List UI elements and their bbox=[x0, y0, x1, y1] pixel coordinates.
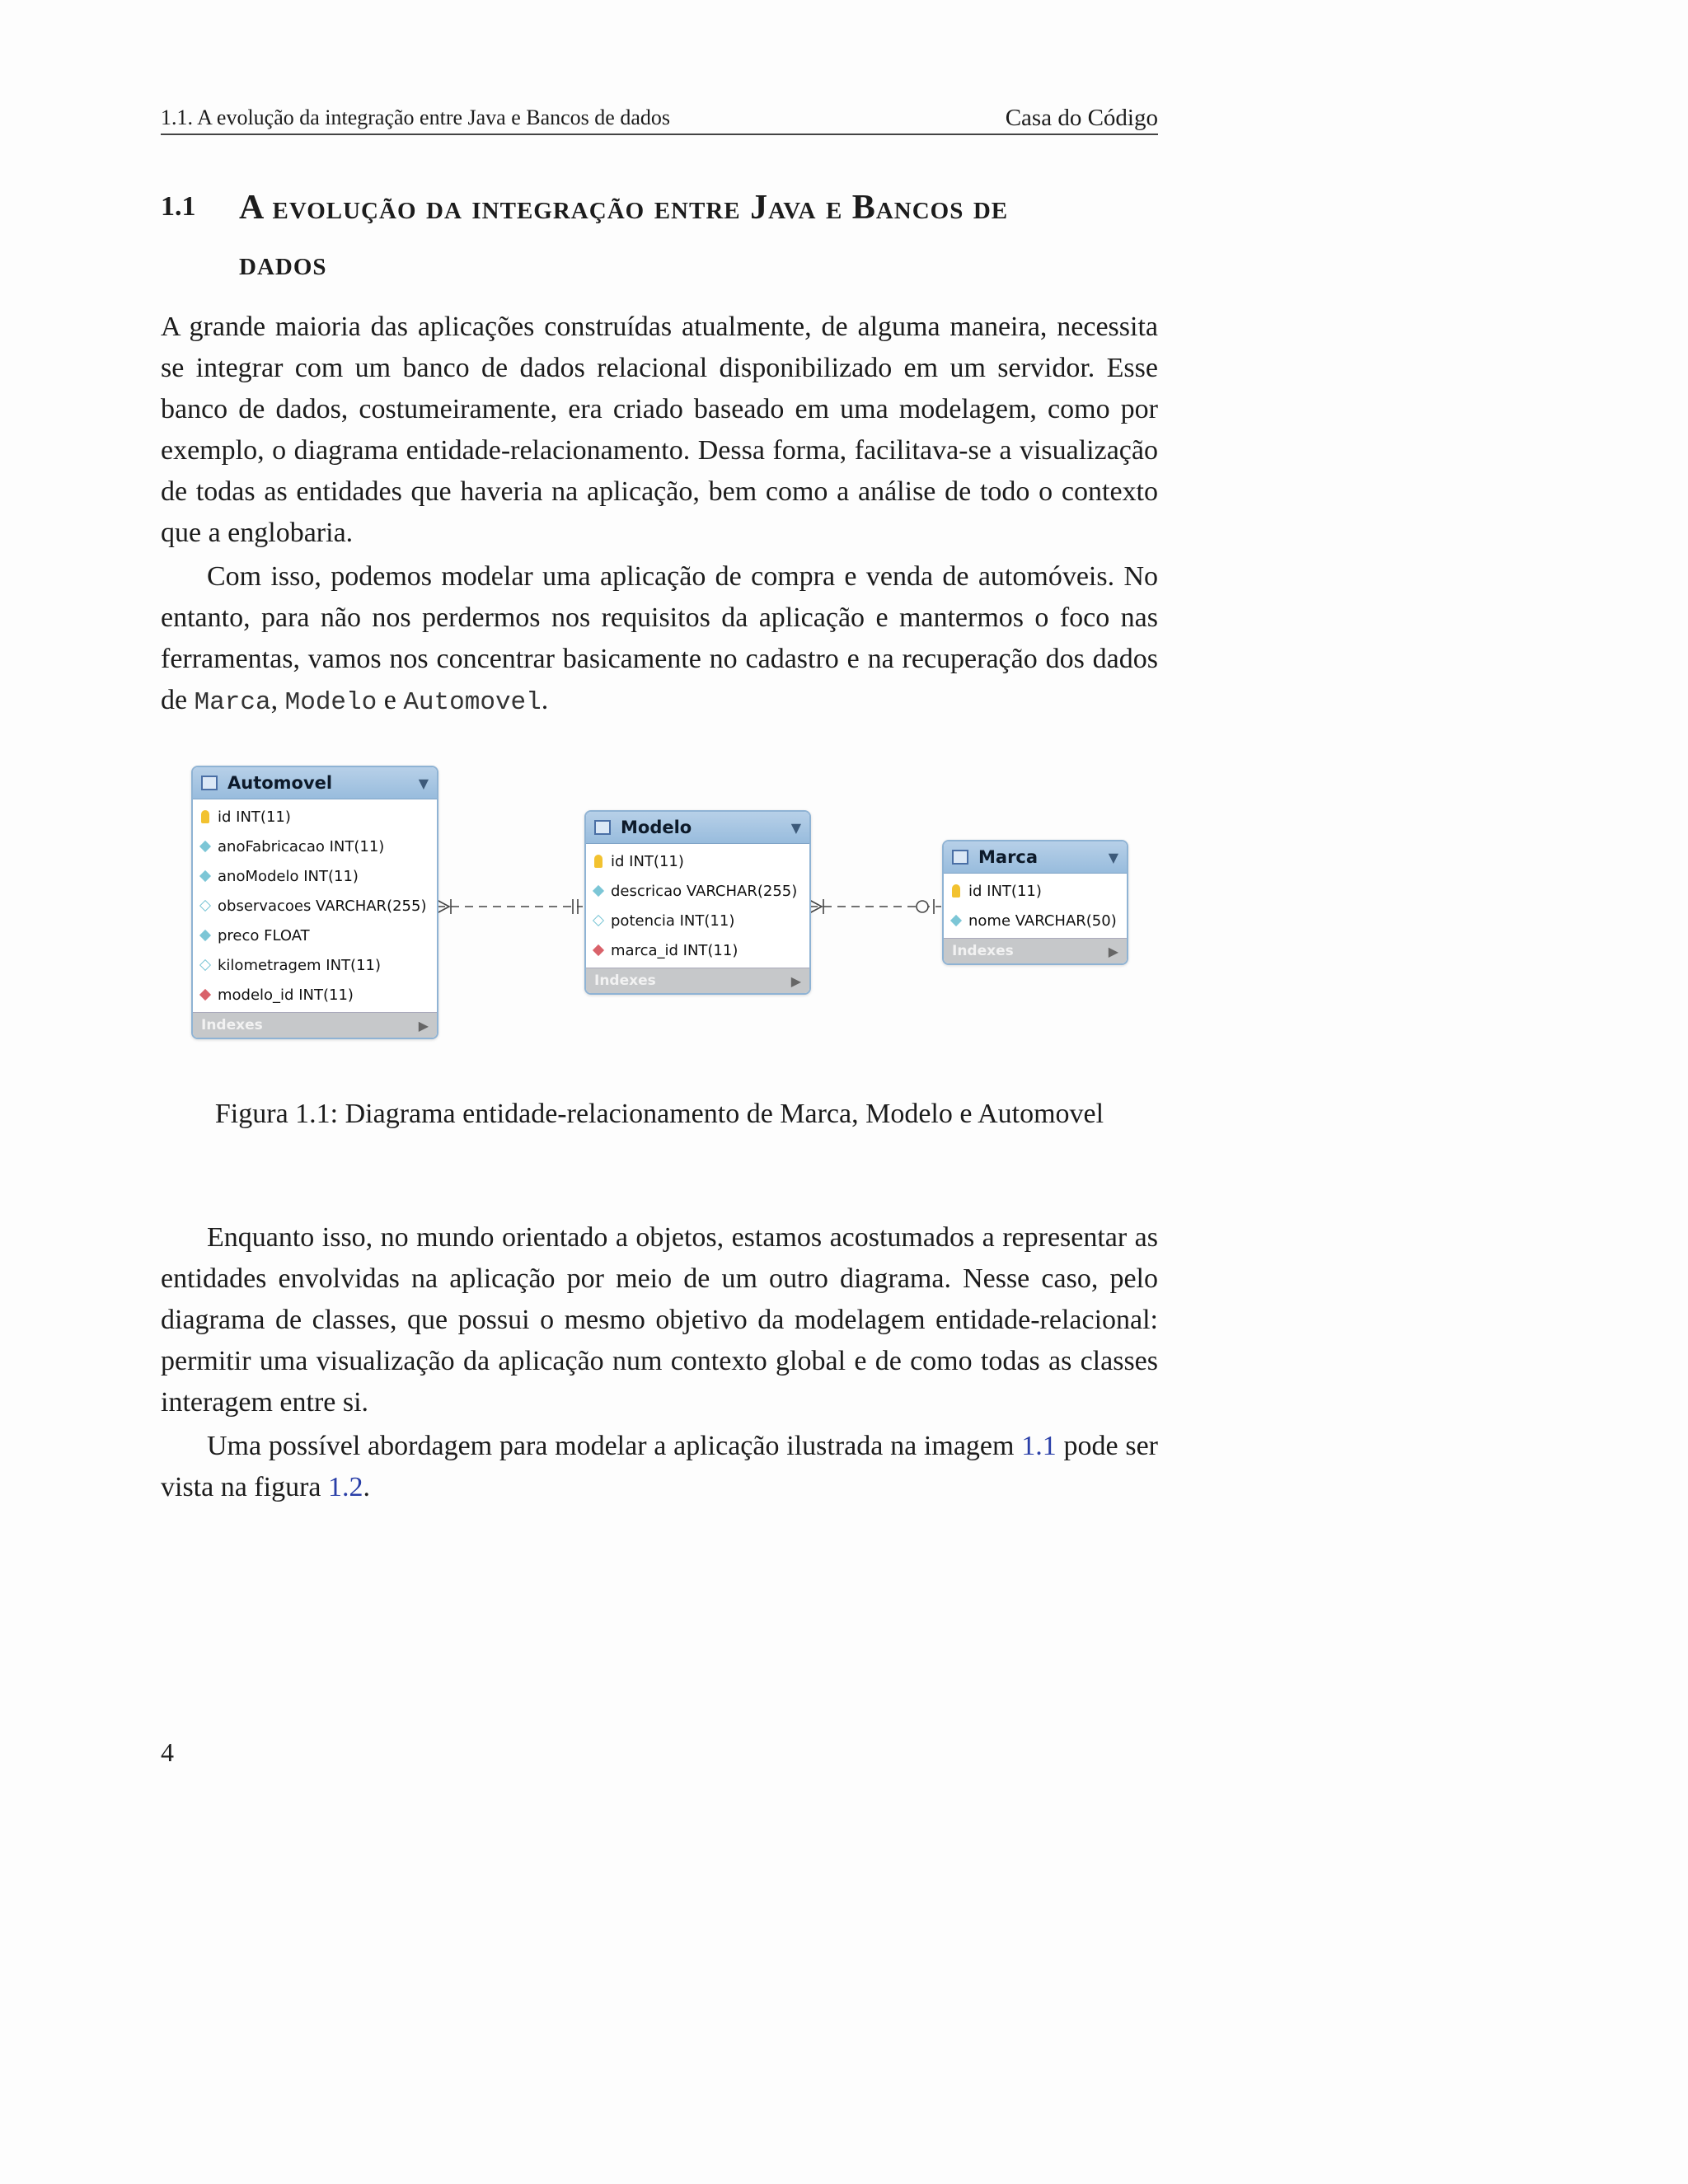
paragraph-2-end: . bbox=[541, 685, 549, 715]
expand-triangle-icon: ▶ bbox=[418, 1017, 429, 1033]
primary-key-icon bbox=[952, 884, 960, 898]
column-label: preco FLOAT bbox=[218, 926, 310, 944]
paragraph-2 bbox=[161, 556, 1158, 724]
column-label: nome VARCHAR(50) bbox=[968, 912, 1117, 930]
table-modelo bbox=[584, 810, 811, 995]
section-title bbox=[239, 180, 1158, 292]
figure-ref-1-2[interactable]: 1.2 bbox=[328, 1472, 363, 1502]
indexes-section[interactable] bbox=[944, 938, 1127, 963]
table-header bbox=[944, 841, 1127, 874]
column-row bbox=[193, 802, 437, 832]
not-null-column-icon bbox=[593, 885, 604, 897]
primary-key-icon bbox=[594, 855, 603, 868]
paragraph-2-text: Com isso, podemos modelar uma aplicação de compra e venda de automóveis. No entanto, para não nos perdermos nos requisitos da aplicação e mantermos o foco nas ferramentas, vamos nos concentrar basicamente no cadastro e na recuperação dos dados de bbox=[161, 561, 1158, 715]
expand-triangle-icon: ▶ bbox=[790, 972, 801, 989]
table-header bbox=[586, 812, 809, 844]
indexes-label: Indexes bbox=[201, 1017, 263, 1033]
section-title-line2: dados bbox=[239, 245, 327, 283]
code-marca: Marca bbox=[194, 688, 271, 717]
collapse-triangle-icon[interactable]: ▼ bbox=[418, 775, 429, 791]
running-header-publisher: Casa do Código bbox=[1005, 105, 1158, 131]
indexes-label: Indexes bbox=[594, 972, 656, 989]
table-name: Modelo bbox=[621, 818, 692, 837]
paragraph-2-sep1: , bbox=[270, 685, 285, 715]
zero-circle-icon bbox=[917, 901, 928, 912]
page-number: 4 bbox=[161, 1737, 174, 1767]
indexes-section[interactable] bbox=[193, 1012, 437, 1038]
column-row bbox=[193, 950, 437, 980]
column-label: kilometragem INT(11) bbox=[218, 956, 382, 974]
table-icon bbox=[594, 820, 611, 835]
nullable-column-icon bbox=[593, 915, 604, 926]
table-header bbox=[193, 767, 437, 799]
not-null-column-icon bbox=[199, 841, 211, 852]
paragraph-1: A grande maioria das aplicações construídas atualmente, de alguma maneira, necessita se integrar com um banco de dados relacional disponibilizado em um servidor. Esse banco de dados, costumeiramente, era criado baseado em uma modelagem, como por exemplo, o diagrama entidade-relacionamento. Dessa forma, facilitava-se a visualização de todas as entidades que haveria na aplicação, bem como a análise de todo o contexto que a englobaria. bbox=[161, 312, 1158, 548]
er-diagram bbox=[161, 758, 1158, 1055]
table-name: Marca bbox=[978, 847, 1039, 867]
indexes-section[interactable] bbox=[586, 968, 809, 993]
column-label: modelo_id INT(11) bbox=[218, 986, 354, 1004]
foreign-key-icon bbox=[593, 944, 604, 956]
paragraph-4-mid: pode ser vista na figura bbox=[161, 1431, 1158, 1502]
column-row bbox=[586, 906, 809, 935]
section-heading bbox=[161, 180, 1158, 292]
paragraph-2-sep2: e bbox=[377, 685, 404, 715]
figure-ref-1-1[interactable]: 1.1 bbox=[1021, 1431, 1057, 1461]
primary-key-icon bbox=[201, 810, 209, 823]
not-null-column-icon bbox=[950, 915, 962, 926]
column-row bbox=[193, 980, 437, 1010]
not-null-column-icon bbox=[199, 930, 211, 941]
column-label: id INT(11) bbox=[968, 882, 1042, 900]
column-row bbox=[586, 935, 809, 965]
column-row bbox=[586, 876, 809, 906]
nullable-column-icon bbox=[199, 959, 211, 971]
column-row bbox=[944, 876, 1127, 906]
collapse-triangle-icon[interactable]: ▼ bbox=[790, 819, 801, 836]
column-row bbox=[193, 861, 437, 891]
table-name: Automovel bbox=[227, 773, 333, 793]
running-header-section: 1.1. A evolução da integração entre Java e Bancos de dados bbox=[161, 105, 670, 129]
column-label: anoFabricacao INT(11) bbox=[218, 837, 385, 855]
paragraph-4-end: . bbox=[363, 1472, 370, 1502]
paragraph-3: Enquanto isso, no mundo orientado a objetos, estamos acostumados a representar as entidades envolvidas na aplicação por meio de um outro diagrama. Nesse caso, pelo diagrama de classes, que possui o mesmo objetivo da modelagem entidade-relacional: permitir uma visualização da aplicação num contexto global e de como todas as classes interagem entre si. bbox=[161, 1222, 1158, 1418]
column-label: descricao VARCHAR(255) bbox=[611, 882, 798, 900]
foreign-key-icon bbox=[199, 989, 211, 1001]
figure-caption: Figura 1.1: Diagrama entidade-relacionamento de Marca, Modelo e Automovel bbox=[214, 1099, 1104, 1129]
code-modelo: Modelo bbox=[284, 688, 377, 717]
section-title-line1: A evolução da integração entre Java e Bancos de bbox=[239, 189, 1009, 227]
collapse-triangle-icon[interactable]: ▼ bbox=[1108, 849, 1118, 865]
column-label: id INT(11) bbox=[218, 808, 291, 826]
column-row bbox=[193, 891, 437, 921]
table-icon bbox=[952, 850, 968, 865]
column-row bbox=[944, 906, 1127, 935]
table-automovel bbox=[191, 766, 438, 1039]
column-label: observacoes VARCHAR(255) bbox=[218, 897, 427, 915]
column-label: id INT(11) bbox=[611, 852, 684, 870]
table-marca bbox=[942, 840, 1128, 965]
expand-triangle-icon: ▶ bbox=[1108, 943, 1118, 959]
table-icon bbox=[201, 776, 218, 790]
nullable-column-icon bbox=[199, 900, 211, 912]
column-row bbox=[586, 846, 809, 876]
column-label: potencia INT(11) bbox=[611, 912, 735, 930]
indexes-label: Indexes bbox=[952, 943, 1014, 959]
book-page bbox=[161, 0, 1158, 2184]
paragraph-4-text: Uma possível abordagem para modelar a aplicação ilustrada na imagem bbox=[207, 1431, 1022, 1461]
section-number: 1.1 bbox=[161, 191, 196, 222]
not-null-column-icon bbox=[199, 870, 211, 882]
column-row bbox=[193, 921, 437, 950]
column-label: marca_id INT(11) bbox=[611, 941, 738, 959]
code-automovel: Automovel bbox=[403, 688, 542, 717]
running-header bbox=[161, 101, 1158, 135]
paragraph-4 bbox=[161, 1426, 1158, 1508]
column-label: anoModelo INT(11) bbox=[218, 867, 359, 885]
column-row bbox=[193, 832, 437, 861]
